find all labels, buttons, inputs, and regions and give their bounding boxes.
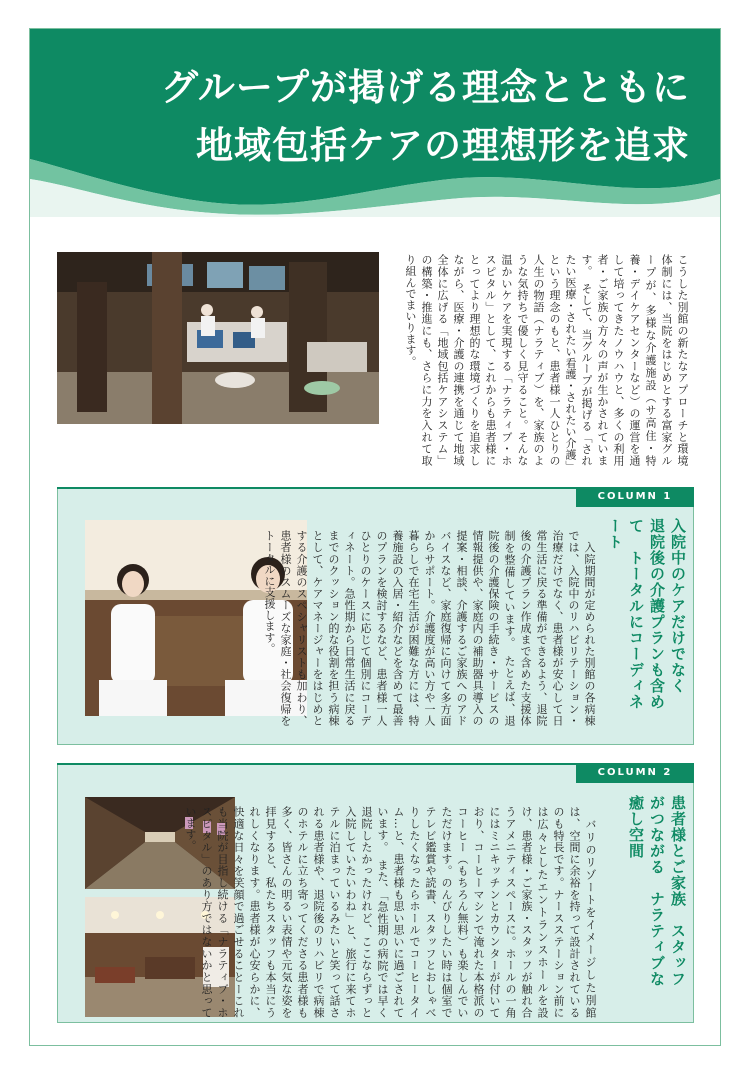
column-2-heading: 患者様とご家族 スタッフがつながる ナラティブな癒し空間 <box>627 795 687 987</box>
column-2-body-text: バリのリゾートをイメージした別館は、空間に余裕を持って設計されているのも特長です。ナースステーション前には広々としたエントランスホールを設け、患者様・ご家族・スタッフが触れ合うアメニティスペースに。ホールの一角にはミニキッチンとカウンターが付いており、コーヒーマシンで淹れた本格派のコーヒー（もちろん無料）も楽しんでいただけます。のんびりしたい時は個室でテレビ鑑賞や読書、スタッフとおしゃべりしたくなったらホールでコーヒータイム…と、患者様も思い思いに過ごされています。 また、「急性期の病院では早く退院したかったけれど、ここならずっと入院していたいわね」と、旅行に来てホテルに泊まっているみたいと笑って話される患者様や、退院後のリハビリで病棟のホテルに立ち寄ってくださる患者様も多く、皆さんの明るい表情や元気な姿を拝見すると、私たちスタッフも本当にうれしくなります。患者様が心安らかに、快適な日々を笑顔で過ごせることーこれも当院が目指し続ける「ナラティブ・ホスピタル」のあり方ではないかと思っています。 <box>184 806 597 1018</box>
page-title-line2: 地域包括ケアの理想形を追求 <box>196 124 690 167</box>
column-1-top-rule <box>57 487 577 489</box>
hero-banner <box>30 29 720 217</box>
ward-photo <box>57 252 379 424</box>
column-2-label: COLUMN 2 <box>576 763 694 783</box>
page-title-line1: グループが掲げる理念とともに <box>160 66 690 109</box>
column-1-label: COLUMN 1 <box>576 487 694 507</box>
column-1-body-text: 入院期間が定められた別館の各病棟では、入院中のリハビリテーション・治療だけでなく、患者様が安心して日常生活に戻る準備ができるよう、退院後の介護プラン作成まで含めた支援体制を整備しています。 たとえば、退院後の介護保険の手続き・サービスの情報提供や、家庭内の補助器具導入の提案・相談、介護するご家族へのアドバイスなど、家庭復帰に向けて多方面からサポート。介護度が高い方や一人暮らしで在宅生活が困難な方には、特養施設の入居・紹介などを含めて最善のプランを検討するなど、患者様一人ひとりのケースに応じて個別にコーディネート。急性期から日常生活に戻るまでのクッション的な役割を担う病棟として、ケアマネージャーをはじめとする介護のスペシャリストも加わり、患者様のスムーズな家庭・社会復帰をトータルに支援します。 <box>263 530 596 726</box>
column-1-heading: 入院中のケアだけでなく 退院後の介護プランも含めて トータルにコーディネート <box>606 518 687 710</box>
column-2-top-rule <box>57 763 577 765</box>
intro-body-text: こうした別館の新たなアプローチと環境体制には、当院をはじめとする富家グループが、多様な介護施設（サ高住・特養・デイケアセンターなど）の運営を通して培ってきたノウハウと、多くの利用者・ご家族の方々の声が生かされています。 そして、当グループが掲げる「されたい医療・されたい看護・されたい介護」という理念のもと、患者様一人ひとりの人生の物語（ナラティブ）を、家族のような気持ちで優しく見守ること。そんな温かいケアを実現する「ナラティブ・ホスピタル」として、これからも患者様にとってより理想的な環境づくりを追求しながら、医療・介護の連携を通じて地域全体に広げる「地域包括ケアシステム」の構築・推進にも、さらに力を入れて取り組んでまいります。 <box>404 254 689 466</box>
